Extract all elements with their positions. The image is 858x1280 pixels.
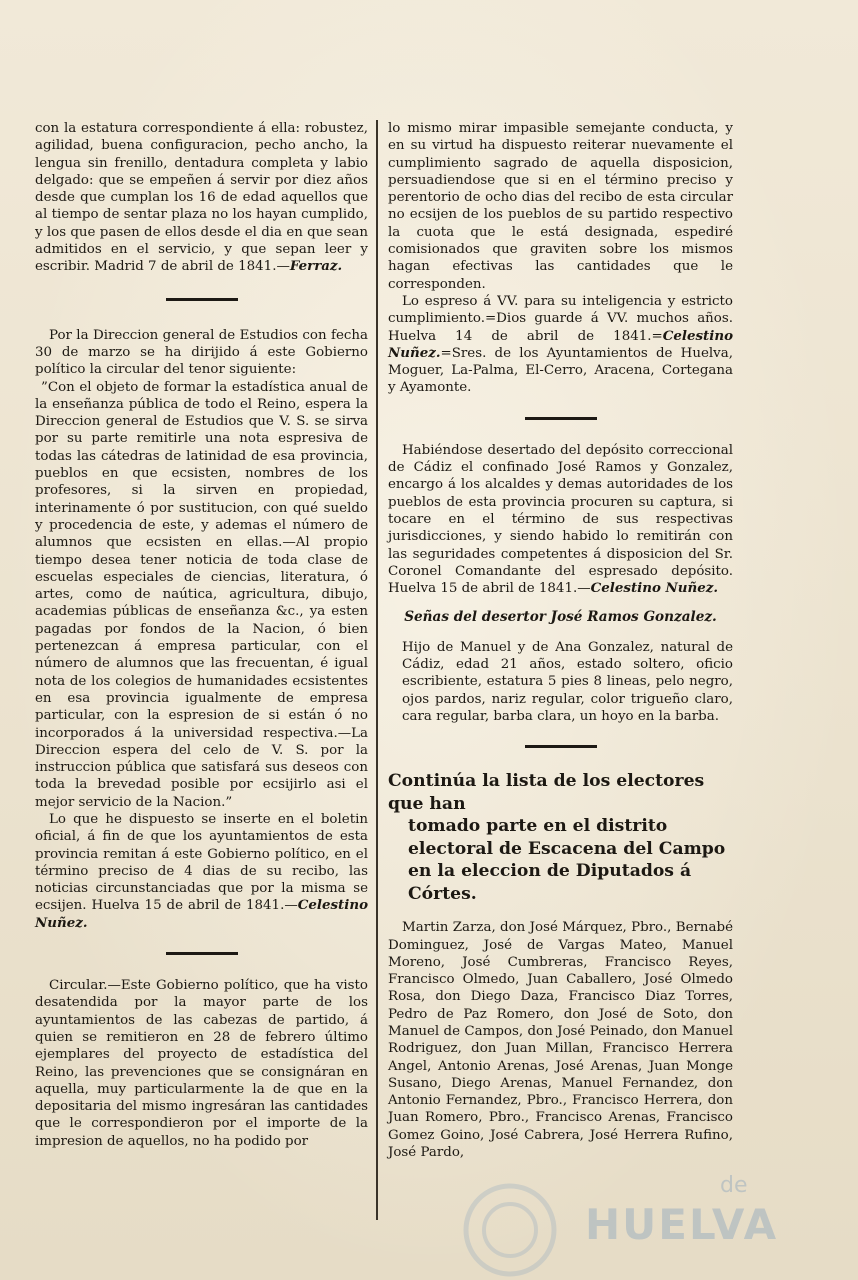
electores-title-rest: tomado parte en el distrito electoral de Escacena del Campo en la eleccion de Diputados á Córtes.: [408, 816, 726, 904]
section-divider: [525, 417, 597, 420]
electores-names-list: Martin Zarza, don José Márquez, Pbro., Bernabé Dominguez, José de Vargas Mateo, Manuel Moreno, José Cumbreras, Francisco Reyes, Francisco Olmedo, Juan Caballero, José Olmedo Rosa, don Diego Daza, Francisco Diaz Torres, Pedro de Paz Romero, don José de Soto, don Manuel de Campos, don José Peinado, don Manuel Rodriguez, don Juan Millan, Francisco Herrera Angel, Antonio Arenas, José Arenas, Juan Monge Susano, Diego Arenas, Manuel Fernandez, don Antonio Fernandez, Pbro., Francisco Herrera, don Juan Romero, Pbro., Francisco Arenas, Francisco Gomez Goino, José Cabrera, José Herrera Rufino, José Pardo,: [388, 920, 733, 1161]
signature-ferraz: Ferraz.: [289, 258, 343, 275]
left-column: [35, 120, 368, 1150]
right-paragraph-2: [388, 293, 733, 397]
signature-celestino-nunez: Celestino Nuñez.: [590, 580, 719, 597]
electores-list-title: [388, 770, 733, 905]
right-paragraph-1: lo mismo mirar impasible semejante conducta, y en su virtud ha dispuesto reiterar nuevamente el cumplimiento sagrado de aquella disposicion, persuadiendose que si en el término preciso y perentorio de ocho dias del recibo de esta circular no ecsijen de los pueblos de su partido respectivo la cuota que le está designada, espediré comisionados que graviten sobre los mismos hagan efectivas las cantidades que le corresponden.: [388, 121, 733, 292]
column-rule: [376, 120, 378, 1220]
signature-celestino-nunez: Celestino Nuñez.: [35, 897, 368, 931]
left-paragraph-2: Por la Direccion general de Estudios con fecha 30 de marzo se ha dirijido á este Gobierno político la circular del tenor siguiente:: [35, 327, 368, 378]
right-p3-text: Habiéndose desertado del depósito correccional de Cádiz el confinado José Ramos y Gonzalez, encargo á los alcaldes y demas autoridades de los pueblos de esta provincia procuren su captura, si tocare en el término de sus respectivas jurisdicciones, y siendo habido lo remitirán con las seguridades competentes á disposicion del Sr. Coronel Comandante del espresado depósito. Huelva 15 de abril de 1841.—: [388, 442, 733, 597]
left-p4-text: Lo que he dispuesto se inserte en el boletin oficial, á fin de que los ayuntamientos de esta provincia remitan á este Gobierno político, en el término preciso de 4 dias de su recibo, las noticias circunstanciadas que por la misma se ecsijen. Huelva 15 de abril de 1841.—: [35, 811, 368, 914]
left-paragraph-1: [35, 120, 368, 276]
section-divider: [166, 298, 238, 301]
left-paragraph-4: [35, 811, 368, 932]
electores-title-line-1: Continúa la lista de los electores que han: [388, 771, 705, 814]
right-column: [388, 120, 733, 1161]
left-paragraph-5-circular: Circular.—Este Gobierno político, que ha visto desatendida por la mayor parte de los ayuntamientos de las cabezas de partido, á quien se remitieron en 28 de febrero último ejemplares del proyecto de estadística del Reino, las prevenciones que se consignáran en aquella, muy particularmente la de que en la depositaria del mismo ingresáran las cantidades que le correspondieron por el importe de la impresion de aquellos, no ha podido por: [35, 978, 368, 1149]
left-paragraph-3-quote: ”Con el objeto de formar la estadística anual de la enseñanza pública de todo el Reino, espera la Direccion general de Estudios que V. S. se sirva por su parte remitirle una nota espresiva de todas las cátedras de latinidad de esa provincia, pueblos en que ecsisten, nombres de los profesores, si la sirven en propiedad, interinamente ó por sustitucion, con qué sueldo y procedencia de este, y ademas el número de alumnos que ecsisten en ellas.—Al propio tiempo desea tener noticia de toda clase de escuelas especiales de ciencias, literatura, ó artes, como de naútica, agricultura, dibujo, academias públicas de enseñanza &c., ya esten pagadas por fondos de la Nacion, ó bien pertenezcan á empresa particular, con el número de alumnos que las frecuentan, é igual nota de los colegios de humanidades ecsistentes en esa provincia igualmente de empresa particular, con la espresion de si están ó no incorporados á la universidad respectiva.—La Direccion espera del celo de V. S. por la instruccion pública que satisfará sus deseos con toda la brevedad posible por ecsijirlo asi el mejor servicio de la Nacion.”: [35, 379, 368, 810]
signature-celestino-nunez: Celestino Nuñez.: [388, 327, 733, 361]
section-divider: [166, 952, 238, 955]
left-p1-text: con la estatura correspondiente á ella: robustez, agilidad, buena configuracion, pecho ancho, la lengua sin frenillo, dentadura completa y labio delgado: que se empeñen á servir por diez años desde que cumplan los 16 de edad aquellos que al tiempo de sentar plaza no los hayan cumplido, y los que pasen de ellos desde el dia en que sean admitidos en el servicio, y que sepan leer y escribir. Madrid 7 de abril de 1841.—: [35, 121, 368, 275]
deserter-description: Hijo de Manuel y de Ana Gonzalez, natural de Cádiz, edad 21 años, estado soltero, oficio escribiente, estatura 5 pies 8 lineas, pelo negro, ojos pardos, nariz regular, color trigueño claro, cara regular, barba clara, un hoyo en la barba.: [402, 639, 733, 724]
right-p2-text: Lo espreso á VV. para su inteligencia y estricto cumplimiento.=Dios guarde á VV. muchos años. Huelva 14 de abril de 1841.=: [388, 293, 733, 344]
right-p2-tail: =Sres. de los Ayuntamientos de Huelva, Moguer, La-Palma, El-Cerro, Aracena, Cortegana y Ayamonte.: [388, 345, 733, 396]
watermark-text: HUELVA: [585, 1200, 779, 1249]
watermark-small-text: de: [720, 1173, 748, 1198]
section-divider: [525, 745, 597, 748]
deserter-description-heading: Señas del desertor José Ramos Gonzalez.: [404, 609, 717, 626]
right-paragraph-3-deserter: [388, 442, 733, 598]
